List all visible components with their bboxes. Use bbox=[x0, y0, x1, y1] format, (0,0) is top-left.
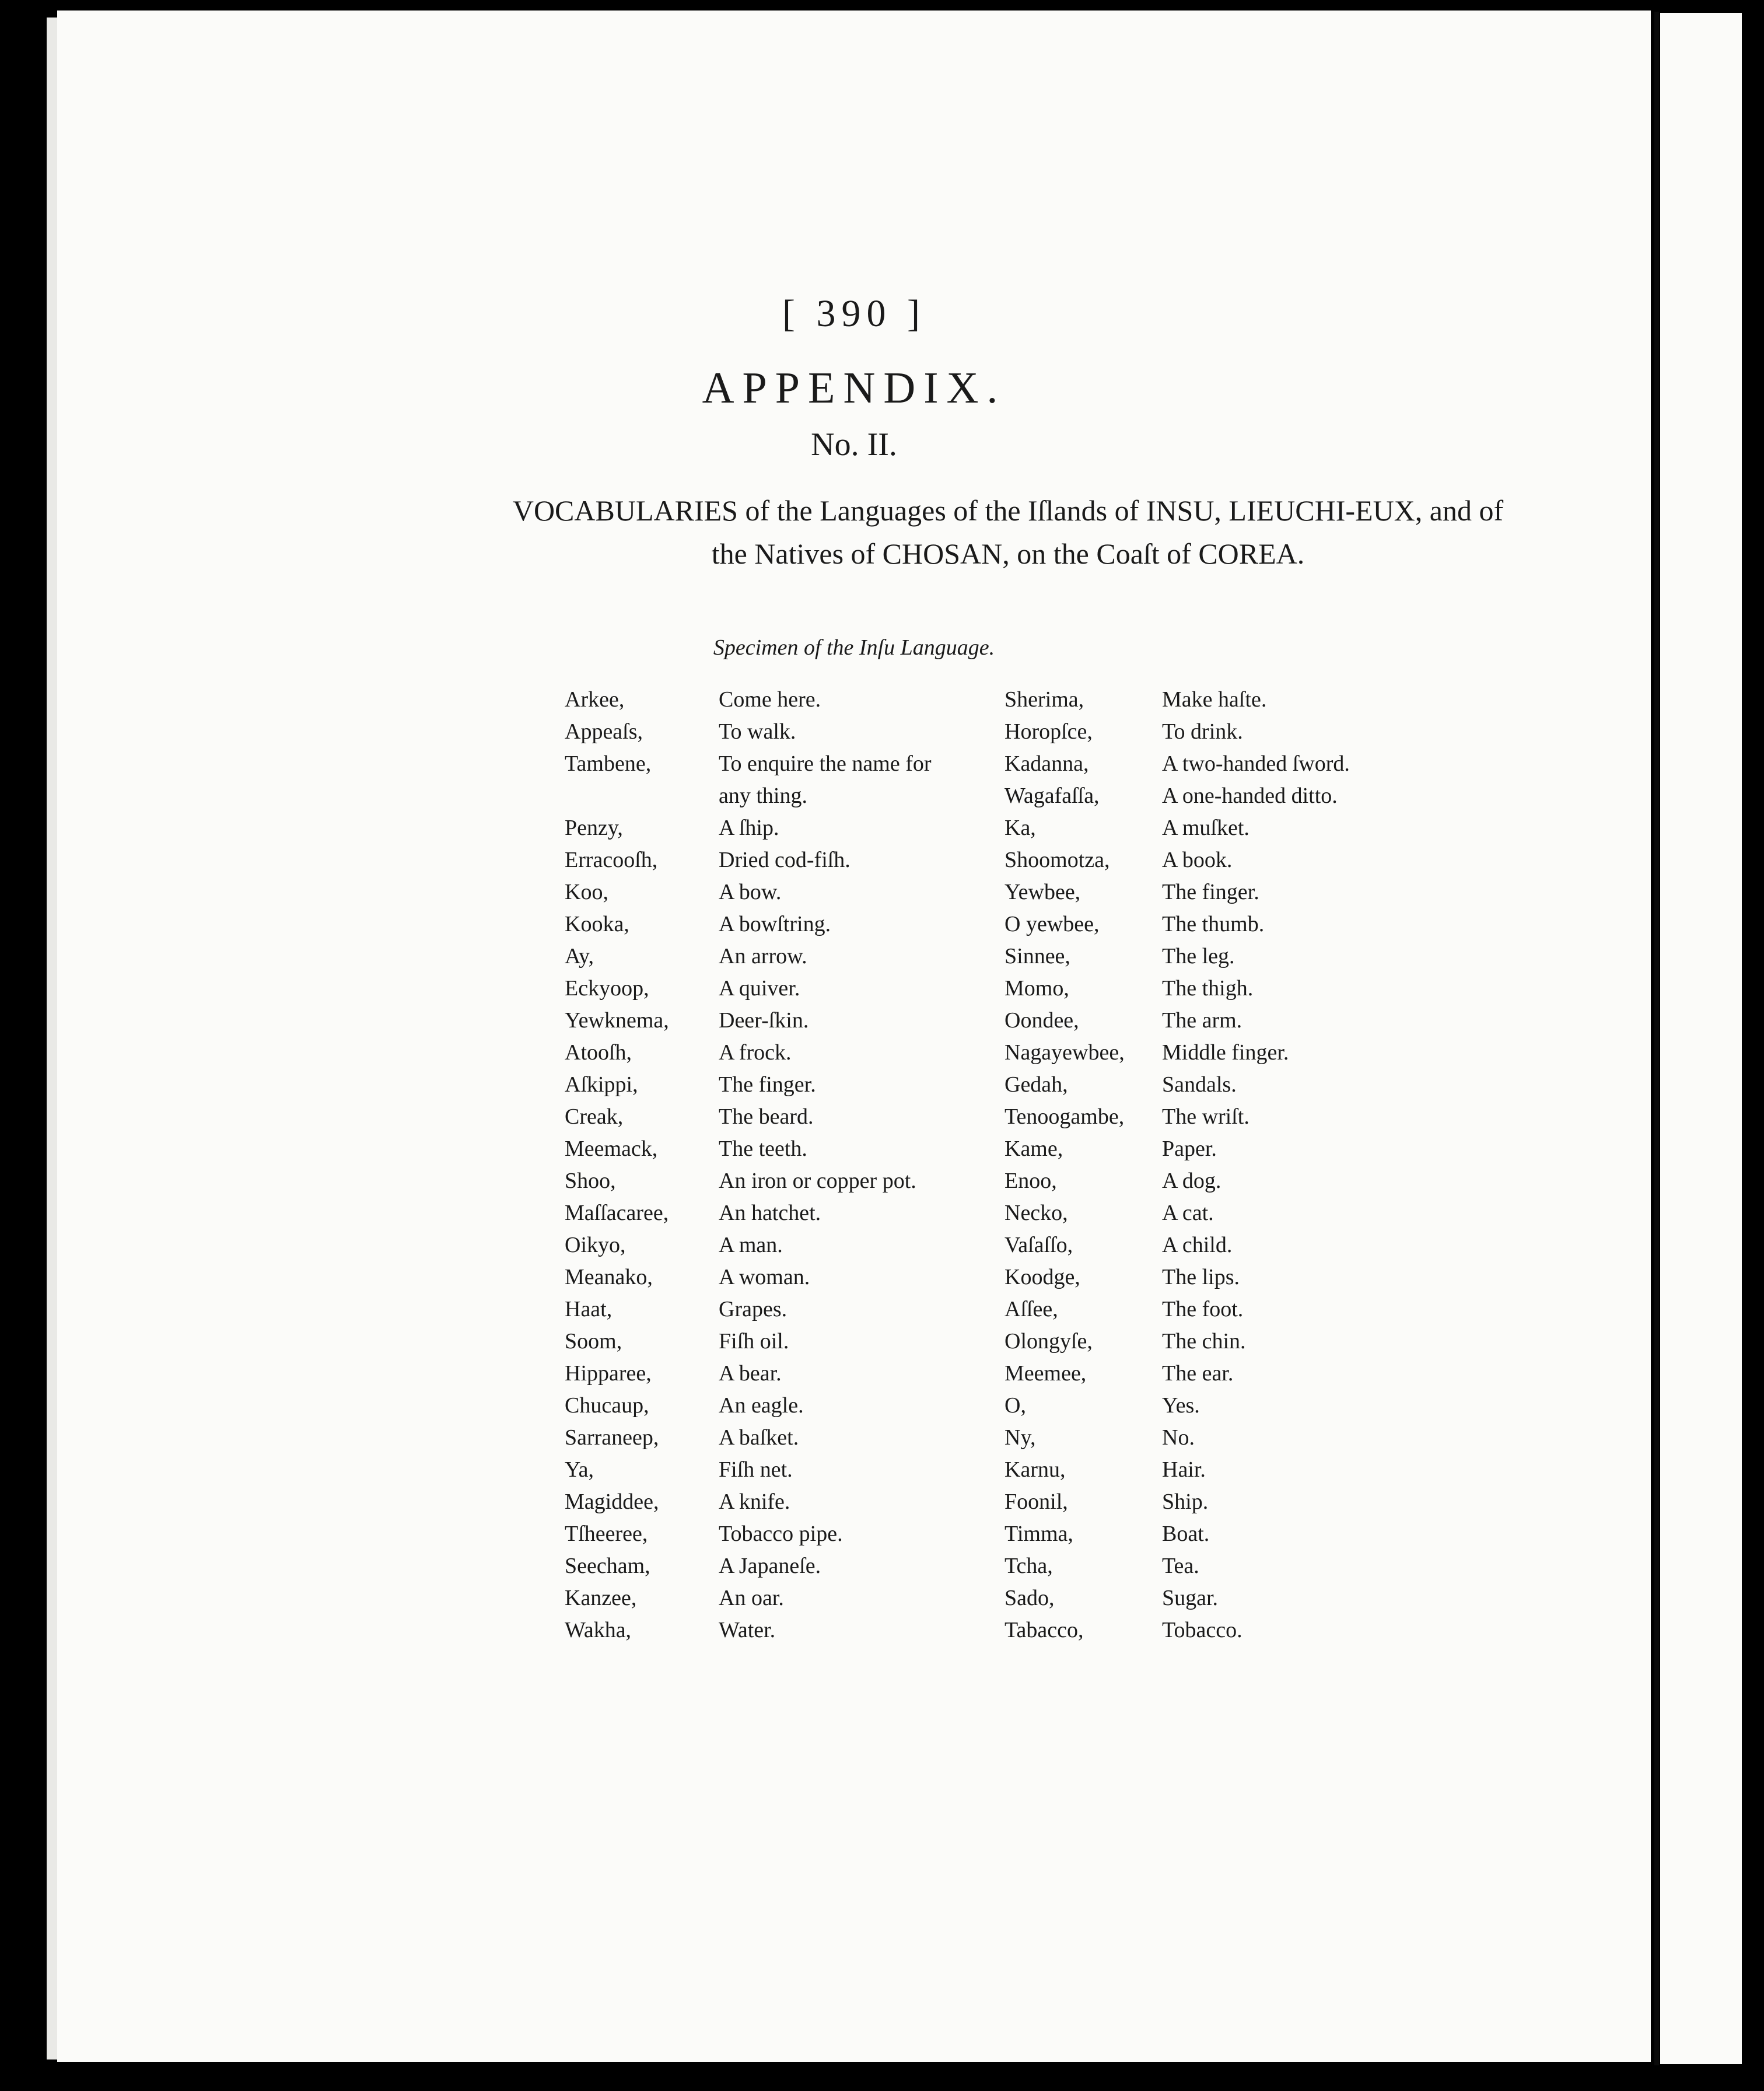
english-meaning: A dog. bbox=[1162, 1169, 1222, 1193]
insu-word: Olongyſe, bbox=[1005, 1329, 1093, 1354]
english-meaning: Tobacco pipe. bbox=[719, 1522, 843, 1546]
english-meaning: A knife. bbox=[719, 1489, 790, 1514]
english-meaning: Come here. bbox=[719, 687, 821, 712]
english-meaning: A bow. bbox=[719, 880, 782, 904]
insu-word: Ya, bbox=[565, 1457, 594, 1482]
vocab-row bbox=[565, 1390, 1405, 1422]
vocab-row bbox=[565, 908, 1405, 940]
english-meaning: any thing. bbox=[719, 784, 807, 808]
english-meaning: The wriſt. bbox=[1162, 1104, 1250, 1129]
english-meaning: A quiver. bbox=[719, 976, 800, 1001]
english-meaning: A man. bbox=[719, 1233, 783, 1257]
english-meaning: A two-handed ſword. bbox=[1162, 751, 1350, 776]
insu-word: Koodge, bbox=[1005, 1265, 1080, 1289]
english-meaning: An eagle. bbox=[719, 1393, 804, 1418]
english-meaning: Yes. bbox=[1162, 1393, 1200, 1418]
insu-word: Nagayewbee, bbox=[1005, 1040, 1125, 1065]
vocab-row bbox=[565, 1293, 1405, 1326]
english-meaning: The beard. bbox=[719, 1104, 814, 1129]
page-number: [ 390 ] bbox=[782, 292, 926, 335]
vocab-row bbox=[565, 1069, 1405, 1101]
insu-word: O, bbox=[1005, 1393, 1026, 1418]
vocab-row bbox=[565, 1422, 1405, 1454]
vocab-row bbox=[565, 748, 1405, 780]
vocab-row bbox=[565, 1358, 1405, 1390]
english-meaning: To walk. bbox=[719, 719, 796, 744]
insu-word: Penzy, bbox=[565, 816, 623, 840]
insu-word: Tambene, bbox=[565, 751, 652, 776]
english-meaning: Dried cod-fiſh. bbox=[719, 848, 850, 872]
english-meaning: The thigh. bbox=[1162, 976, 1254, 1001]
vocab-row bbox=[565, 812, 1405, 844]
insu-word: Enoo, bbox=[1005, 1169, 1057, 1193]
insu-word: Shoo, bbox=[565, 1169, 616, 1193]
page-gutter bbox=[1654, 12, 1659, 2065]
vocab-row bbox=[565, 1326, 1405, 1358]
insu-word: Sarraneep, bbox=[565, 1425, 659, 1450]
english-meaning: The arm. bbox=[1162, 1008, 1242, 1033]
english-meaning: An oar. bbox=[719, 1586, 784, 1610]
english-meaning: Tea. bbox=[1162, 1554, 1199, 1578]
insu-word: Meanako, bbox=[565, 1265, 653, 1289]
insu-word: Magiddee, bbox=[565, 1489, 659, 1514]
english-meaning: The ear. bbox=[1162, 1361, 1234, 1386]
english-meaning: The teeth. bbox=[719, 1137, 807, 1161]
vocab-row bbox=[565, 973, 1405, 1005]
next-page-edge bbox=[1660, 13, 1742, 2064]
english-meaning: Ship. bbox=[1162, 1489, 1209, 1514]
insu-word: Kame, bbox=[1005, 1137, 1063, 1161]
insu-word: Foonil, bbox=[1005, 1489, 1068, 1514]
vocab-row bbox=[565, 1101, 1405, 1133]
insu-word: Aſſee, bbox=[1005, 1297, 1058, 1321]
english-meaning: Grapes. bbox=[719, 1297, 788, 1321]
vocab-row bbox=[565, 844, 1405, 876]
vocab-row bbox=[565, 1454, 1405, 1486]
section-subtitle: Specimen of the Inſu Language. bbox=[713, 635, 995, 660]
english-meaning: Water. bbox=[719, 1618, 776, 1642]
english-meaning: A woman. bbox=[719, 1265, 810, 1289]
vocab-row bbox=[565, 716, 1405, 748]
english-meaning: Tobacco. bbox=[1162, 1618, 1242, 1642]
insu-word: Chucaup, bbox=[565, 1393, 649, 1418]
english-meaning: A child. bbox=[1162, 1233, 1233, 1257]
insu-word: Erracooſh, bbox=[565, 848, 658, 872]
english-meaning: Middle finger. bbox=[1162, 1040, 1289, 1065]
insu-word: Karnu, bbox=[1005, 1457, 1066, 1482]
section-title: VOCABULARIES of the Languages of the Iſlands of INSU, LIEUCHI-EUX, and of the Natives of CHOSAN, on the Coaſt of COREA. bbox=[512, 494, 1504, 570]
english-meaning: To enquire the name for bbox=[719, 751, 932, 776]
insu-word: Aſkippi, bbox=[565, 1072, 638, 1097]
vocab-row bbox=[565, 1550, 1405, 1582]
insu-word: Oikyo, bbox=[565, 1233, 626, 1257]
insu-word: Sherima, bbox=[1005, 687, 1084, 712]
english-meaning: The finger. bbox=[719, 1072, 816, 1097]
vocab-row bbox=[565, 1229, 1405, 1261]
english-meaning: A frock. bbox=[719, 1040, 792, 1065]
appendix-heading: APPENDIX. bbox=[702, 363, 1006, 412]
english-meaning: Hair. bbox=[1162, 1457, 1206, 1482]
english-meaning: A muſket. bbox=[1162, 816, 1250, 840]
english-meaning: A Japaneſe. bbox=[719, 1554, 821, 1578]
english-meaning: No. bbox=[1162, 1425, 1195, 1450]
insu-word: Kooka, bbox=[565, 912, 629, 936]
insu-word: Tenoogambe, bbox=[1005, 1104, 1125, 1129]
appendix-number: No. II. bbox=[811, 426, 897, 463]
book-page bbox=[57, 11, 1651, 2062]
insu-word: Ka, bbox=[1005, 816, 1036, 840]
vocab-row bbox=[565, 684, 1405, 716]
insu-word: Kanzee, bbox=[565, 1586, 637, 1610]
insu-word: Sado, bbox=[1005, 1586, 1055, 1610]
english-meaning: Deer-ſkin. bbox=[719, 1008, 809, 1033]
english-meaning: To drink. bbox=[1162, 719, 1243, 744]
insu-word: Vaſaſſo, bbox=[1005, 1233, 1073, 1257]
insu-word: Tcha, bbox=[1005, 1554, 1053, 1578]
english-meaning: A book. bbox=[1162, 848, 1233, 872]
english-meaning: A one-handed ditto. bbox=[1162, 784, 1338, 808]
vocab-row bbox=[565, 1133, 1405, 1165]
insu-word: Necko, bbox=[1005, 1201, 1068, 1225]
insu-word: Arkee, bbox=[565, 687, 625, 712]
vocab-row bbox=[565, 1005, 1405, 1037]
vocab-row bbox=[565, 1197, 1405, 1229]
insu-word: Yewbee, bbox=[1005, 880, 1081, 904]
insu-word: Wagafaſſa, bbox=[1005, 784, 1100, 808]
insu-word: Kadanna, bbox=[1005, 751, 1089, 776]
insu-word: Wakha, bbox=[565, 1618, 632, 1642]
insu-word: Tſheeree, bbox=[565, 1522, 648, 1546]
insu-word: Sinnee, bbox=[1005, 944, 1070, 968]
insu-word: Eckyoop, bbox=[565, 976, 649, 1001]
english-meaning: A bear. bbox=[719, 1361, 782, 1386]
english-meaning: A baſket. bbox=[719, 1425, 799, 1450]
insu-word: Gedah, bbox=[1005, 1072, 1068, 1097]
english-meaning: A cat. bbox=[1162, 1201, 1214, 1225]
insu-word: Oondee, bbox=[1005, 1008, 1079, 1033]
insu-word: Atooſh, bbox=[565, 1040, 632, 1065]
insu-word: Seecham, bbox=[565, 1554, 650, 1578]
english-meaning: The thumb. bbox=[1162, 912, 1265, 936]
vocab-row bbox=[565, 1518, 1405, 1550]
insu-word: Creak, bbox=[565, 1104, 624, 1129]
insu-word: Maſſacaree, bbox=[565, 1201, 669, 1225]
vocab-row bbox=[565, 1486, 1405, 1518]
insu-word: Koo, bbox=[565, 880, 608, 904]
english-meaning: An iron or copper pot. bbox=[719, 1169, 916, 1193]
english-meaning: The chin. bbox=[1162, 1329, 1246, 1354]
english-meaning: The lips. bbox=[1162, 1265, 1240, 1289]
insu-word: Meemack, bbox=[565, 1137, 658, 1161]
insu-word: Haat, bbox=[565, 1297, 612, 1321]
insu-word: Shoomotza, bbox=[1005, 848, 1110, 872]
insu-word: Horopſce, bbox=[1005, 719, 1093, 744]
vocab-row bbox=[565, 1037, 1405, 1069]
vocab-row bbox=[565, 1165, 1405, 1197]
english-meaning: A ſhip. bbox=[719, 816, 779, 840]
insu-word: Yewknema, bbox=[565, 1008, 669, 1033]
english-meaning: An arrow. bbox=[719, 944, 807, 968]
insu-word: Appeaſs, bbox=[565, 719, 643, 744]
english-meaning: Fiſh oil. bbox=[719, 1329, 789, 1354]
insu-word: Ay, bbox=[565, 944, 594, 968]
english-meaning: The leg. bbox=[1162, 944, 1235, 968]
insu-word bbox=[565, 780, 719, 812]
insu-word: Meemee, bbox=[1005, 1361, 1087, 1386]
insu-word: Tabacco, bbox=[1005, 1618, 1084, 1642]
vocab-row bbox=[565, 876, 1405, 908]
vocabulary-table bbox=[565, 684, 1405, 1646]
vocab-row bbox=[565, 940, 1405, 973]
english-meaning: Paper. bbox=[1162, 1137, 1217, 1161]
vocab-row bbox=[565, 1261, 1405, 1293]
vocab-row bbox=[565, 780, 1405, 812]
english-meaning: Make haſte. bbox=[1162, 687, 1267, 712]
english-meaning: A bowſtring. bbox=[719, 912, 831, 936]
english-meaning: The finger. bbox=[1162, 880, 1259, 904]
vocab-row bbox=[565, 1614, 1405, 1646]
insu-word: Momo, bbox=[1005, 976, 1069, 1001]
english-meaning: Boat. bbox=[1162, 1522, 1210, 1546]
english-meaning: The foot. bbox=[1162, 1297, 1244, 1321]
english-meaning: Sugar. bbox=[1162, 1586, 1219, 1610]
vocab-row bbox=[565, 1582, 1405, 1614]
insu-word: Soom, bbox=[565, 1329, 622, 1354]
insu-word: Hipparee, bbox=[565, 1361, 652, 1386]
english-meaning: Sandals. bbox=[1162, 1072, 1237, 1097]
english-meaning: An hatchet. bbox=[719, 1201, 821, 1225]
insu-word: Timma, bbox=[1005, 1522, 1073, 1546]
insu-word: Ny, bbox=[1005, 1425, 1036, 1450]
english-meaning: Fiſh net. bbox=[719, 1457, 793, 1482]
insu-word: O yewbee, bbox=[1005, 912, 1100, 936]
